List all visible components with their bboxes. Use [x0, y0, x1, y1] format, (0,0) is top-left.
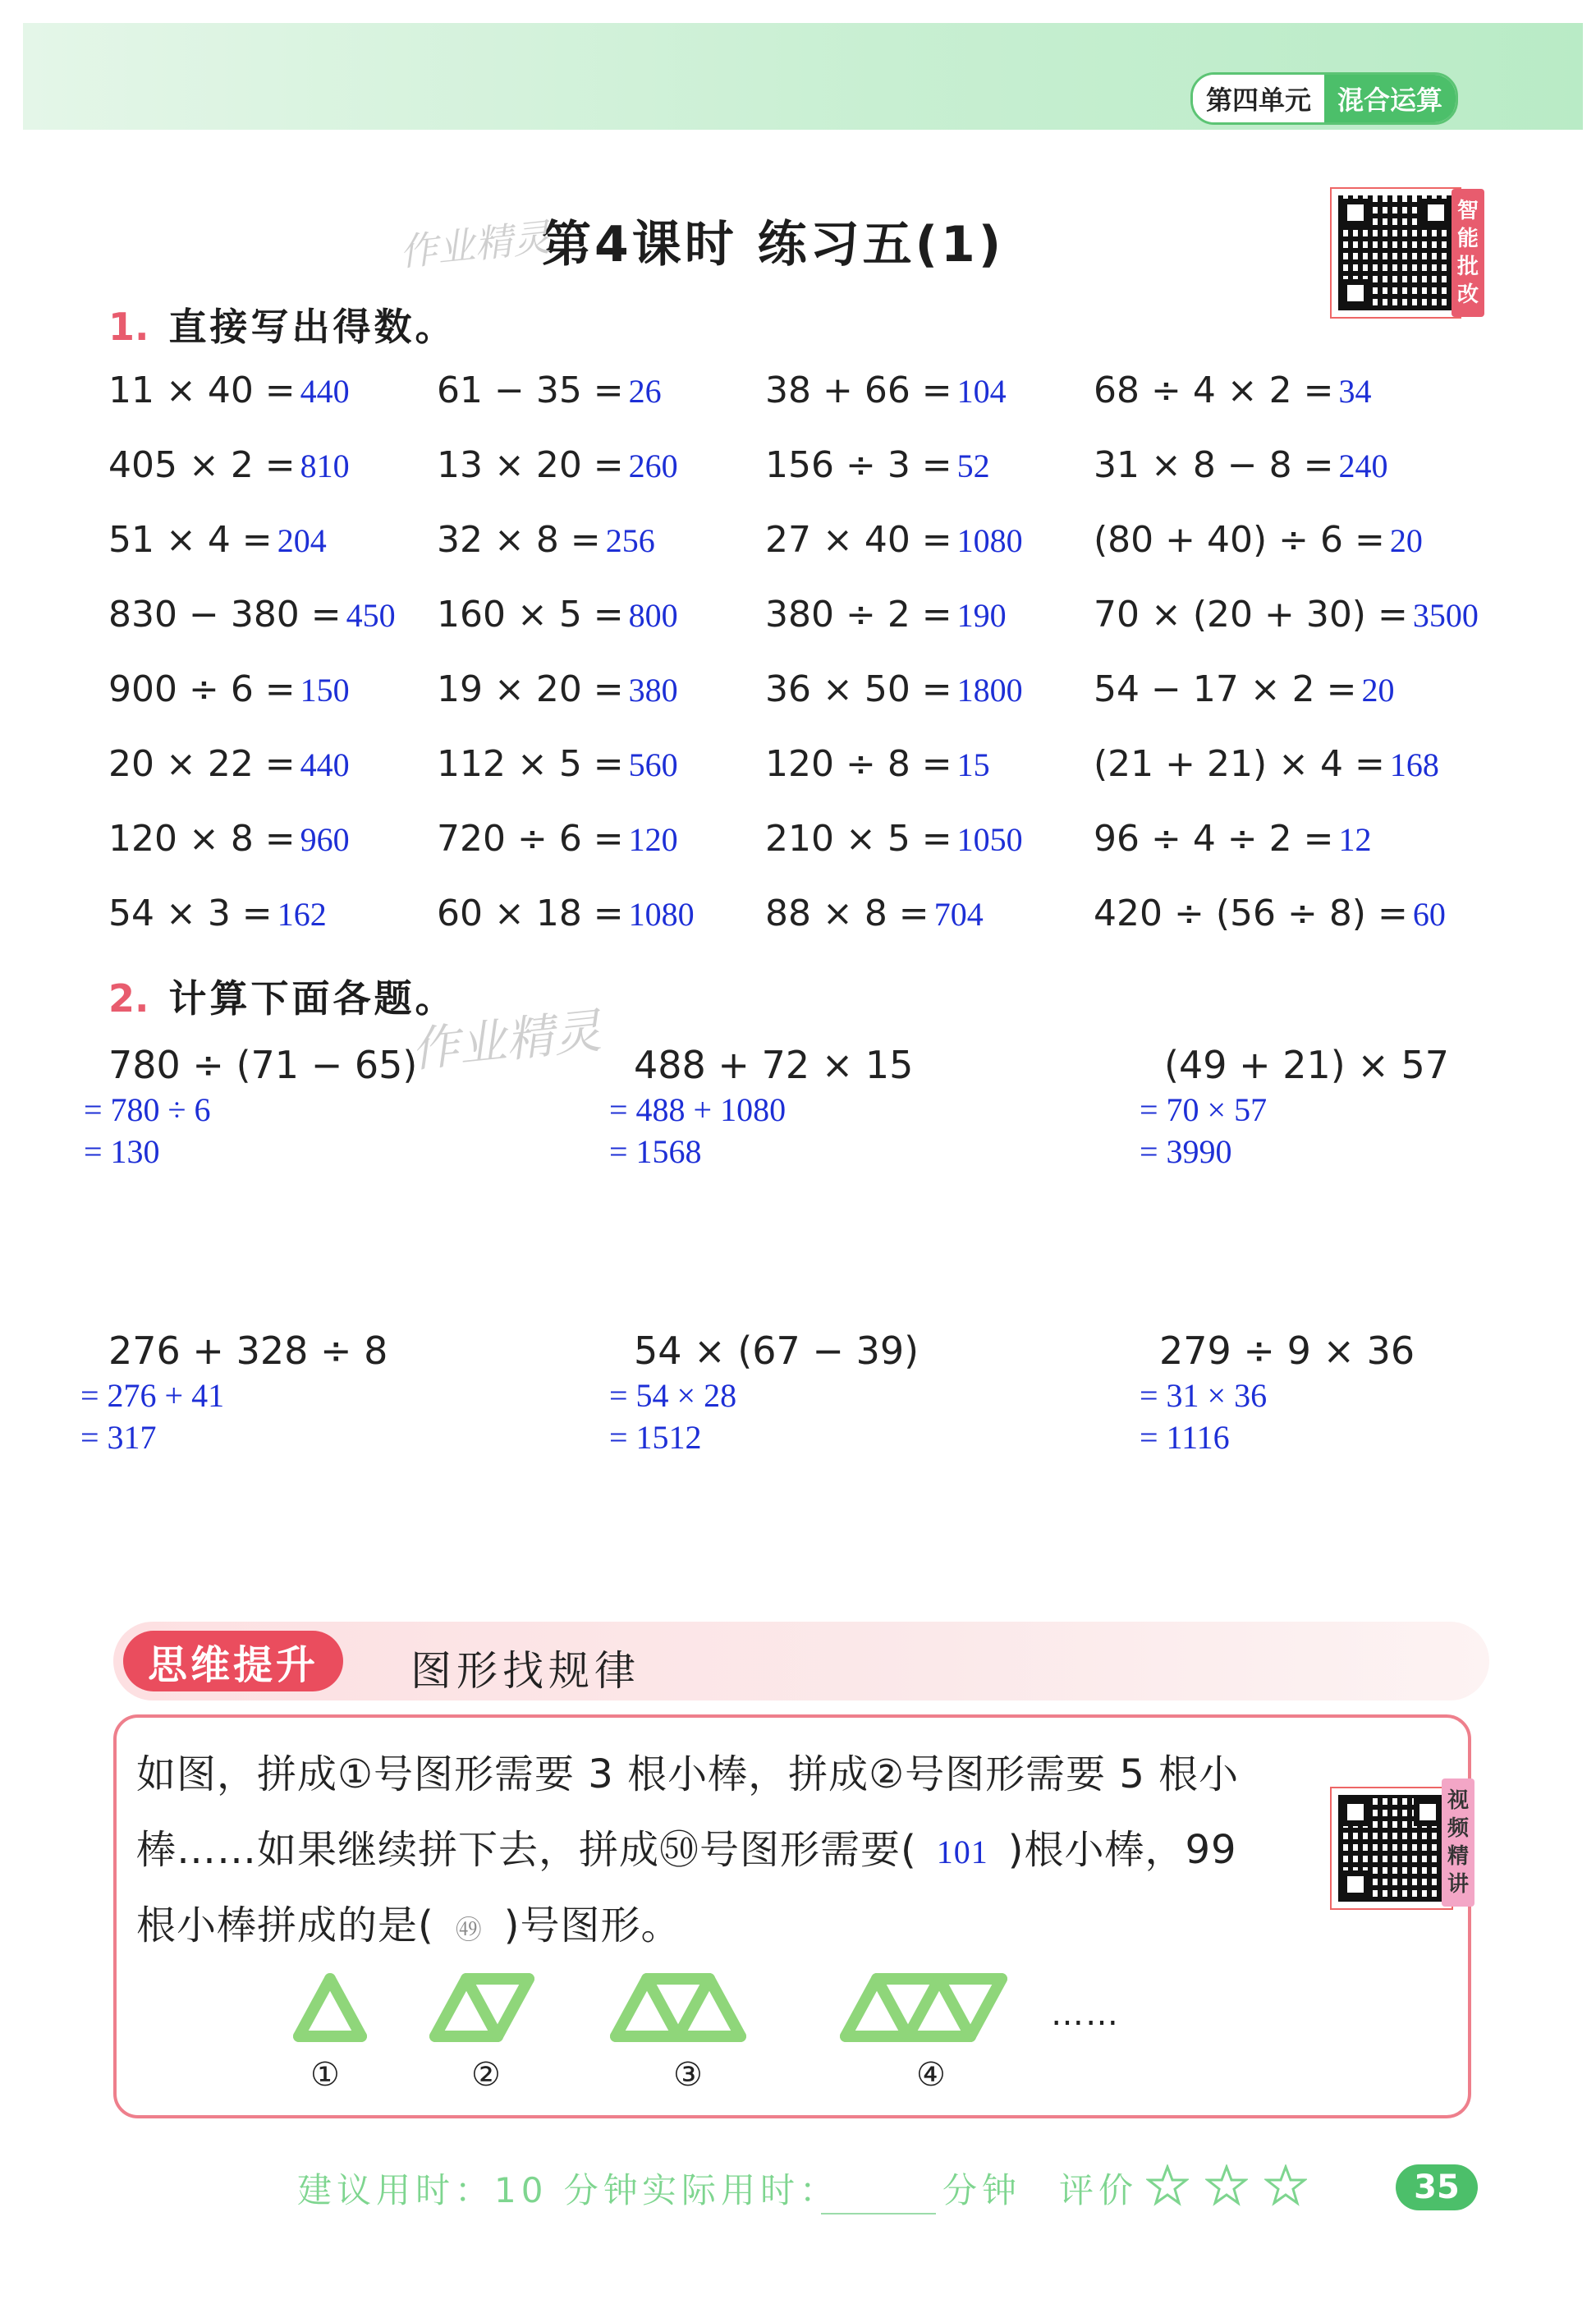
calc-question: 51 × 4 =: [108, 519, 273, 561]
qr-code-grading[interactable]: [1332, 189, 1460, 317]
star-icon[interactable]: [1205, 2164, 1248, 2207]
calc-question: 88 × 8 =: [765, 893, 929, 934]
calc-item: [1094, 818, 1372, 860]
calc-question: 120 ÷ 8 =: [765, 743, 952, 785]
calc-item: [765, 818, 1023, 860]
calc-question: 11 × 40 =: [108, 369, 296, 411]
calc-answer: 380: [628, 672, 678, 709]
calc-answer: 26: [628, 373, 662, 410]
calc-answer: 440: [300, 373, 350, 410]
star-icon[interactable]: [1146, 2164, 1189, 2207]
calc-question: 27 × 40 =: [765, 519, 952, 561]
qr-code-video[interactable]: [1332, 1788, 1452, 1908]
page-title: 第4课时 练习五(1): [542, 216, 1005, 273]
calc-answer: 34: [1338, 373, 1372, 410]
calc-answer: 60: [1412, 896, 1446, 933]
calc-answer: 704: [933, 896, 984, 933]
answer-figure: ㊾: [455, 1915, 483, 1944]
calc-answer: 190: [956, 597, 1007, 634]
figure-label-4: ④: [916, 2056, 946, 2094]
calc-item: [437, 519, 655, 561]
calc-item: [108, 444, 350, 486]
calc-question: 830 − 380 =: [108, 594, 342, 636]
actual-time-blank[interactable]: [821, 2213, 936, 2215]
calc-item: [437, 369, 662, 411]
calc-item: [437, 444, 678, 486]
calc-question: 120 × 8 =: [108, 818, 296, 860]
section-2-heading: [108, 969, 456, 1023]
calc-question: 54 × 3 =: [108, 893, 273, 934]
unit-tag: [1190, 72, 1458, 125]
calc-answer: 810: [300, 447, 350, 484]
calc-item: [765, 893, 984, 934]
qr-tag-video: 视 频 精 讲: [1442, 1778, 1474, 1907]
calc-item: [1094, 893, 1446, 934]
thinking-line-2: 棒……如果继续拼下去，拼成㊿号图形需要( 101 )根小棒，99: [136, 1827, 1237, 1873]
figure-label-2: ②: [471, 2056, 501, 2094]
calc-item: [1094, 594, 1479, 636]
calc-answer: 204: [277, 522, 327, 559]
calc-item: [437, 818, 678, 860]
thinking-line-3: 根小棒拼成的是( ㊾ )号图形。: [136, 1902, 681, 1948]
calc-answer: 960: [300, 821, 350, 858]
figure-4: [846, 1979, 1002, 2036]
calc-answer: 240: [1338, 447, 1388, 484]
calc-item: [1094, 444, 1388, 486]
calc-question: 38 + 66 =: [765, 369, 952, 411]
calc-item: [765, 444, 990, 486]
calc-answer: 104: [956, 373, 1007, 410]
calc-question: 61 − 35 =: [437, 369, 624, 411]
actual-time-unit: 分钟: [942, 2170, 1022, 2210]
figure-label-3: ③: [673, 2056, 703, 2094]
calc-answer: 20: [1361, 672, 1395, 709]
qr-tag-grading: 智 能 批 改: [1452, 189, 1484, 317]
calc-question: 70 × (20 + 30) =: [1094, 594, 1408, 636]
calc-item: [765, 519, 1023, 561]
answer-sticks: 101: [936, 1834, 988, 1870]
calc-question: 54 − 17 × 2 =: [1094, 668, 1357, 710]
figure-3: [616, 1979, 741, 2036]
calc-answer: 560: [628, 746, 678, 783]
calc-question: 32 × 8 =: [437, 519, 601, 561]
calc-item: [108, 893, 327, 934]
calc-item: [765, 594, 1007, 636]
figure-1: [299, 1979, 361, 2036]
page-number: 35: [1396, 2164, 1478, 2210]
rating-label: 评价: [1059, 2170, 1139, 2210]
calc-question: 13 × 20 =: [437, 444, 624, 486]
calc-question: 160 × 5 =: [437, 594, 624, 636]
topic-label: 混合运算: [1324, 75, 1456, 122]
section-1-heading: [108, 297, 456, 351]
actual-time-label: 实际用时：: [642, 2170, 840, 2210]
calc-question: 720 ÷ 6 =: [437, 818, 624, 860]
calc-question: 210 × 5 =: [765, 818, 952, 860]
calc-item: [108, 594, 396, 636]
calc-question: 60 × 18 =: [437, 893, 624, 934]
problem-4: 276 + 328 ÷ 8 = 276 + 41 = 317: [80, 1329, 388, 1456]
calc-item: [1094, 369, 1372, 411]
thinking-badge: 思维提升: [123, 1631, 343, 1691]
ellipsis: ……: [1051, 1995, 1120, 2033]
calc-answer: 12: [1338, 821, 1372, 858]
calc-question: 96 ÷ 4 ÷ 2 =: [1094, 818, 1334, 860]
calc-question: (21 + 21) × 4 =: [1094, 743, 1385, 785]
figure-label-1: ①: [310, 2056, 340, 2094]
calc-item: [1094, 519, 1423, 561]
problem-5: 54 × (67 − 39) = 54 × 28 = 1512: [609, 1329, 920, 1456]
triangle-figures: [279, 1954, 1100, 2053]
calc-item: [108, 743, 350, 785]
calc-answer: 1050: [956, 821, 1023, 858]
section-number: 1.: [108, 305, 149, 349]
calc-question: (80 + 40) ÷ 6 =: [1094, 519, 1385, 561]
watermark: 作业精灵: [408, 1003, 604, 1078]
calc-item: [437, 743, 678, 785]
calc-answer: 256: [605, 522, 655, 559]
calc-item: [765, 668, 1023, 710]
thinking-subtitle: 图形找规律: [410, 1647, 640, 1695]
calc-item: [108, 818, 350, 860]
suggested-time: 建议用时：10 分钟: [297, 2170, 643, 2210]
calc-item: [437, 893, 695, 934]
calc-question: 19 × 20 =: [437, 668, 624, 710]
calc-answer: 168: [1389, 746, 1439, 783]
calc-question: 36 × 50 =: [765, 668, 952, 710]
calc-answer: 1080: [956, 522, 1023, 559]
figure-2: [435, 1979, 529, 2036]
calc-answer: 15: [956, 746, 990, 783]
calc-answer: 52: [956, 447, 990, 484]
calc-question: 156 ÷ 3 =: [765, 444, 952, 486]
calc-item: [765, 369, 1007, 411]
calc-question: 405 × 2 =: [108, 444, 296, 486]
calc-answer: 440: [300, 746, 350, 783]
section-title: 直接写出得数。: [168, 305, 456, 349]
calc-answer: 150: [300, 672, 350, 709]
calc-answer: 20: [1389, 522, 1423, 559]
calc-answer: 3500: [1412, 597, 1479, 634]
problem-1: 780 ÷ (71 − 65) = 780 ÷ 6 = 130: [84, 1043, 418, 1170]
calc-answer: 162: [277, 896, 327, 933]
calc-item: [437, 668, 678, 710]
calc-question: 68 ÷ 4 × 2 =: [1094, 369, 1334, 411]
calc-question: 900 ÷ 6 =: [108, 668, 296, 710]
calc-question: 31 × 8 − 8 =: [1094, 444, 1334, 486]
calc-question: 380 ÷ 2 =: [765, 594, 952, 636]
problem-6: 279 ÷ 9 × 36 = 31 × 36 = 1116: [1140, 1329, 1415, 1456]
calc-answer: 120: [628, 821, 678, 858]
calc-item: [108, 519, 327, 561]
problem-3: (49 + 21) × 57 = 70 × 57 = 3990: [1140, 1043, 1450, 1170]
calc-item: [108, 668, 350, 710]
thinking-line-1: 如图，拼成①号图形需要 3 根小棒，拼成②号图形需要 5 根小: [136, 1751, 1240, 1797]
unit-label: 第四单元: [1193, 75, 1324, 122]
calc-answer: 260: [628, 447, 678, 484]
calc-item: [108, 369, 350, 411]
star-icon[interactable]: [1264, 2164, 1307, 2207]
section-number: 2.: [108, 976, 149, 1021]
calc-question: 112 × 5 =: [437, 743, 624, 785]
calc-item: [437, 594, 678, 636]
calc-item: [1094, 743, 1439, 785]
calc-question: 20 × 22 =: [108, 743, 296, 785]
calc-question: 420 ÷ (56 ÷ 8) =: [1094, 893, 1408, 934]
calc-answer: 800: [628, 597, 678, 634]
calc-item: [765, 743, 990, 785]
calc-answer: 1800: [956, 672, 1023, 709]
calc-item: [1094, 668, 1395, 710]
calc-answer: 1080: [628, 896, 695, 933]
problem-2: 488 + 72 × 15 = 488 + 1080 = 1568: [609, 1043, 914, 1170]
watermark: 作业精灵: [397, 214, 553, 275]
section-title: 计算下面各题。: [168, 976, 456, 1021]
calc-answer: 450: [346, 597, 396, 634]
